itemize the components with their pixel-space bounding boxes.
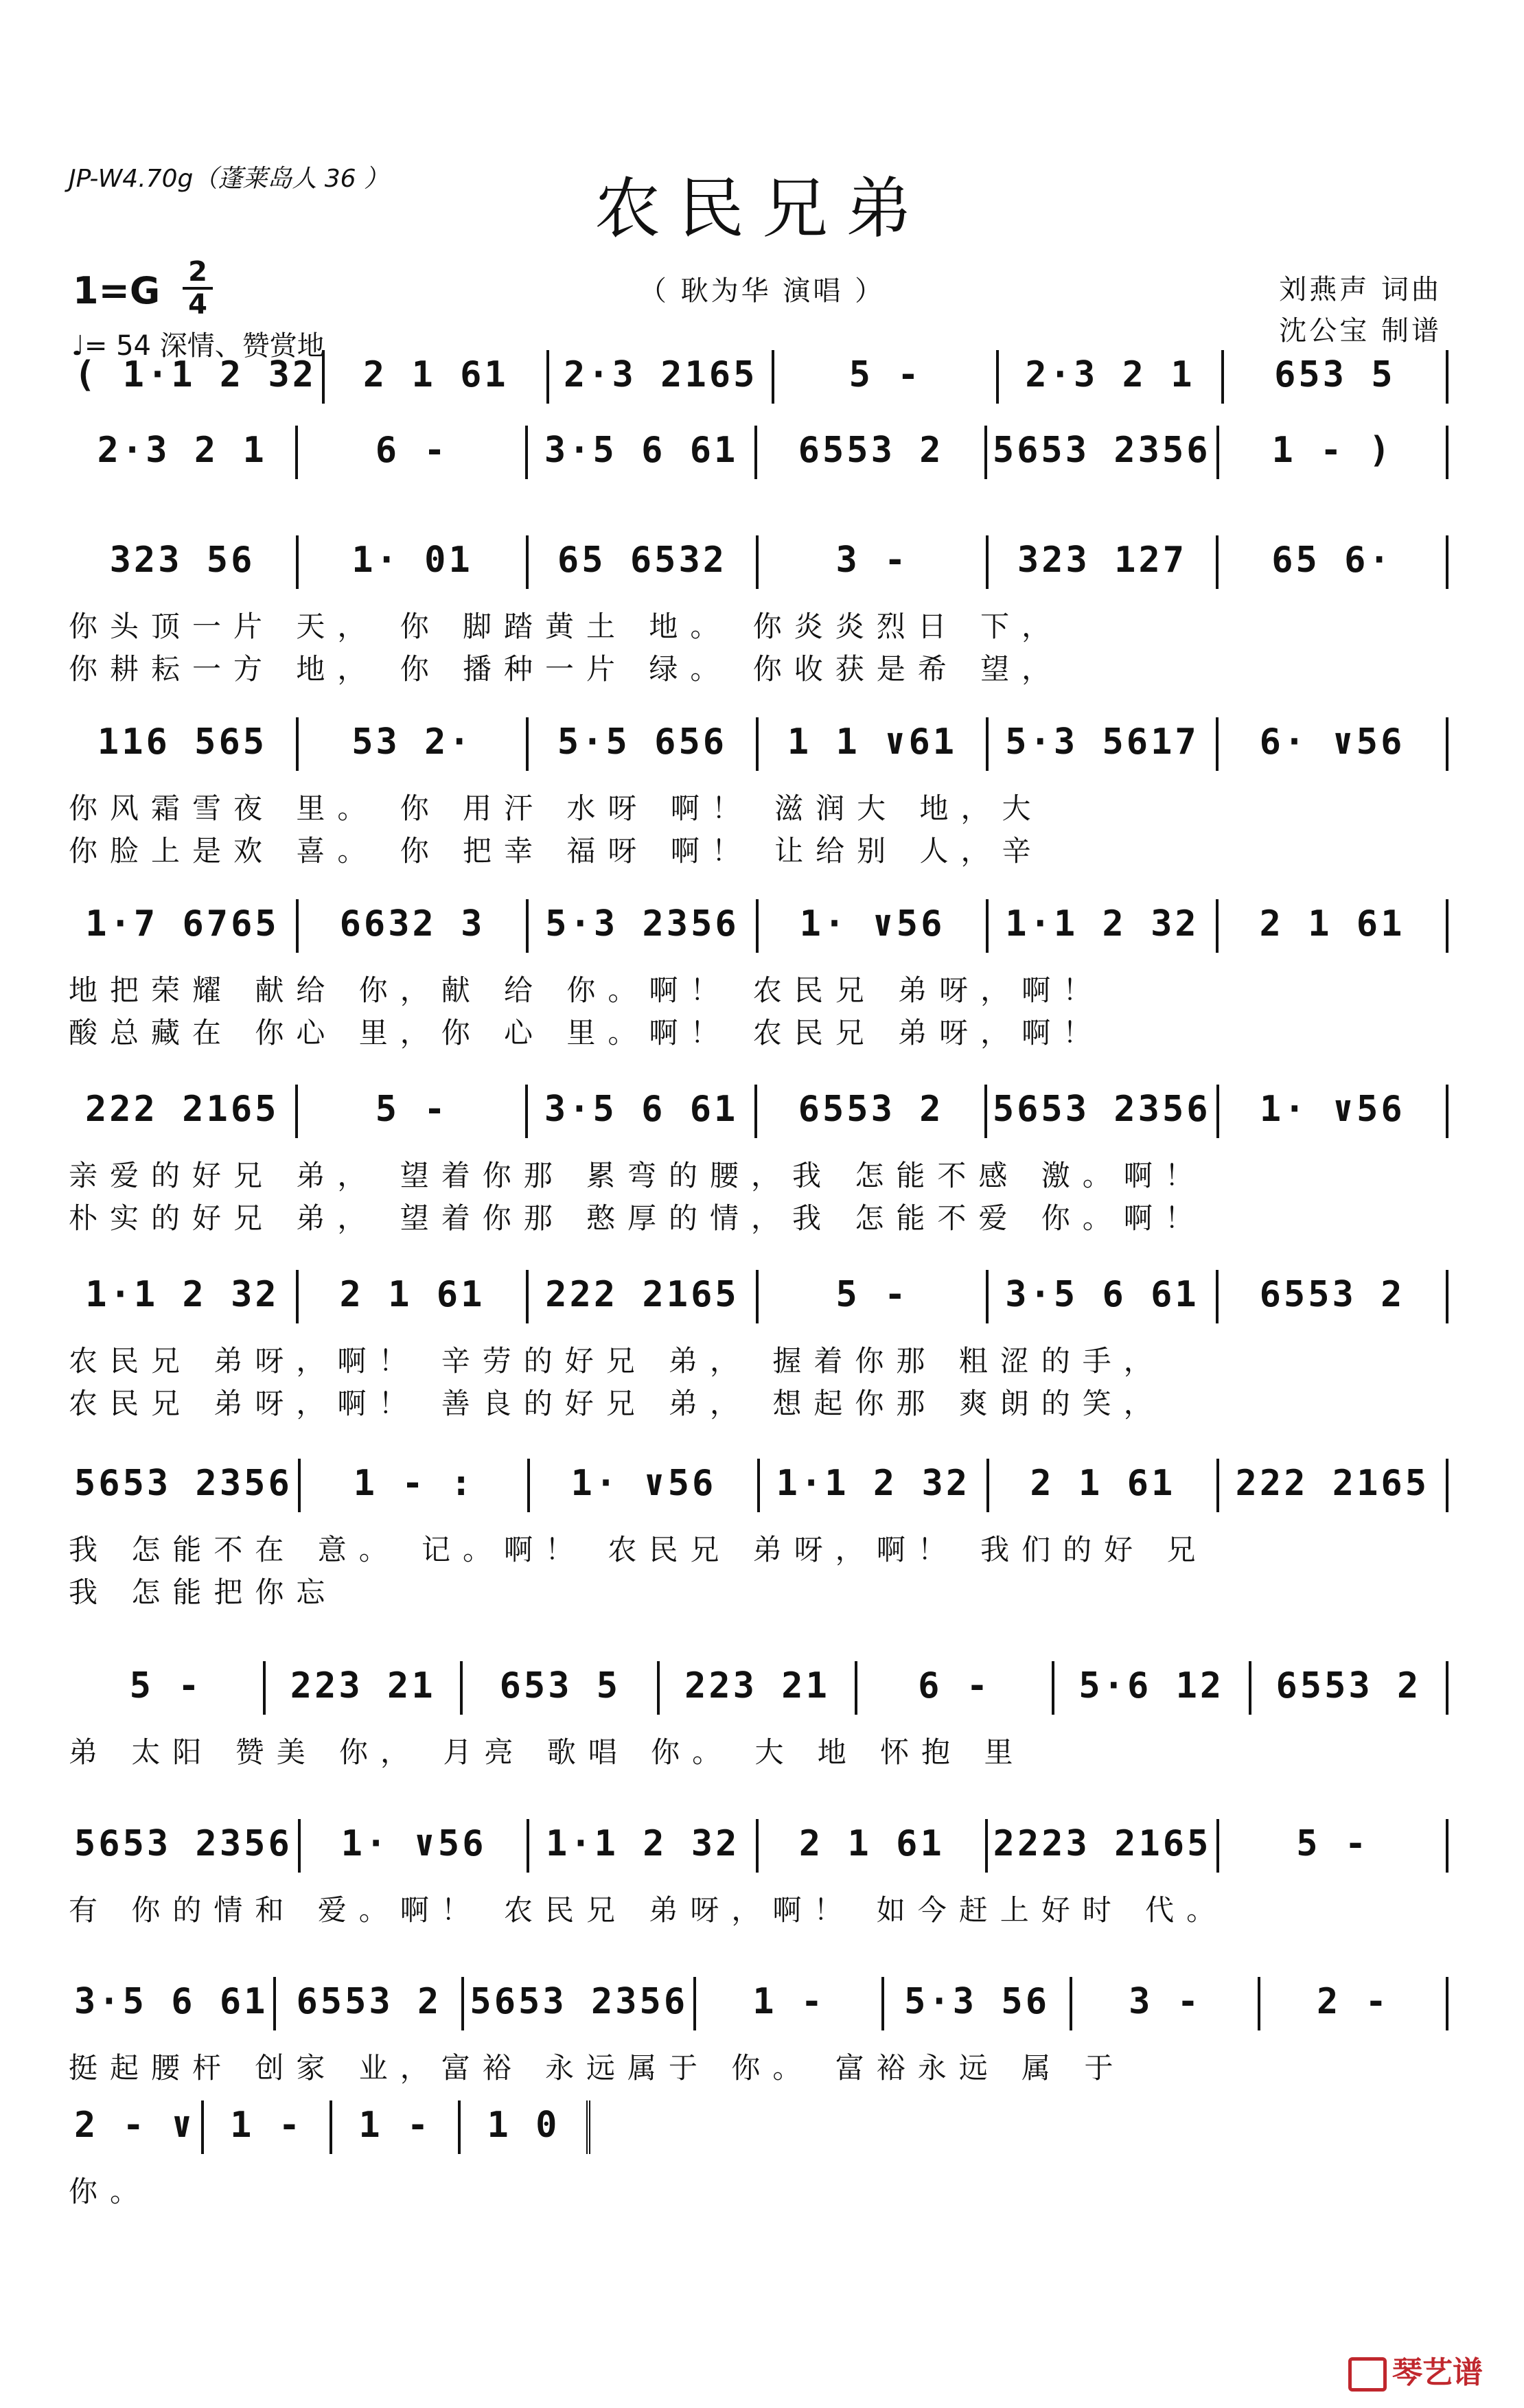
measure: 2 1 61 [299,1270,529,1323]
score-system [69,350,1448,404]
measure: 6553 2 [276,1977,464,2030]
measure: 5·6 12 [1054,1661,1251,1715]
measure: 5 - [759,1270,989,1323]
measure: 6· ∨56 [1219,717,1448,771]
measure: 2·3 2165 [549,350,774,404]
lyricist-credit: 刘燕声 词曲 [1279,274,1442,305]
score-system [69,1270,1448,1323]
measure: 1·1 2 32 [69,1270,299,1323]
lyric-line: 弟 太阳 赞美 你， 月亮 歌唱 你。 大 地 怀抱 里 [69,1735,1026,1769]
measure: 2 1 61 [759,1819,988,1873]
measure: 1· ∨56 [301,1819,530,1873]
lyric-line: 挺起腰杆 创家 业，富裕 永远属于 你。 富裕永远 属 于 [69,2051,1126,2085]
score-system [69,2100,590,2154]
logo-mark-icon [1348,2357,1387,2392]
score-system [69,1459,1448,1512]
measure: 3 - [1072,1977,1260,2030]
measure: 2 1 61 [989,1459,1219,1512]
score-system [69,1819,1448,1873]
measure: 222 2165 [1219,1459,1448,1512]
measure: 222 2165 [529,1270,759,1323]
measure: 6 - [298,426,527,479]
measure: 65 6· [1219,535,1448,589]
lyric-line: 我 怎能把你忘 [69,1575,338,1609]
lyric-line: 朴实的好兄 弟， 望着你那 憨厚的情，我 怎能不爱 你。啊！ [69,1201,1206,1235]
lyric-line: 农民兄 弟呀，啊！ 辛劳的好兄 弟， 握着你那 粗涩的手， [69,1344,1165,1378]
measure: 1 - [204,2100,332,2154]
time-signature-top: 2 [188,256,207,288]
score-system [69,1085,1448,1138]
measure: 1· 01 [299,535,529,589]
lyric-line: 亲爱的好兄 弟， 望着你那 累弯的腰，我 怎能不感 激。啊！ [69,1159,1206,1192]
measure: 6553 2 [757,1085,986,1138]
lyric-line: 你脸上是欢 喜。 你 把幸 福呀 啊！ 让给别 人，辛 [69,834,1043,868]
lyric-line: 你风霜雪夜 里。 你 用汗 水呀 啊！ 滋润大 地，大 [69,791,1043,825]
measure: 1· ∨56 [530,1459,759,1512]
measure: 223 21 [266,1661,463,1715]
measure: 3 - [759,535,989,589]
measure: 5·5 656 [529,717,759,771]
measure: 3·5 6 61 [528,1085,757,1138]
measure: ( 1·1 2 32 [69,350,325,404]
measure: 5653 2356 [987,426,1219,479]
score-code: JP-W4.70g（蓬莱岛人 36 ） [69,165,389,193]
arranger-credit: 沈公宝 制谱 [1279,315,1442,347]
measure: 6553 2 [1219,1270,1448,1323]
tempo-marking: ♩= 54 深情、赞赏地 [71,330,325,362]
lyric-line: 你耕耘一方 地， 你 播种一片 绿。 你收获是希 望， [69,652,1063,686]
lyric-line: 我 怎能不在 意。 记。啊！ 农民兄 弟呀，啊！ 我们的好 兄 [69,1533,1208,1566]
score-system [69,426,1448,479]
lyric-line: 有 你的情和 爱。啊！ 农民兄 弟呀，啊！ 如今赶上好时 代。 [69,1893,1228,1927]
measure: 2 1 61 [325,350,549,404]
score-system [69,1661,1448,1715]
measure: 6553 2 [1251,1661,1448,1715]
measure: 5 - [774,350,999,404]
measure: 2223 2165 [988,1819,1220,1873]
measure: 1 - : [301,1459,530,1512]
measure: 5653 2356 [987,1085,1219,1138]
measure: 116 565 [69,717,299,771]
measure: 223 21 [660,1661,857,1715]
site-logo [1348,2348,1483,2392]
measure: 1 0 [461,2100,590,2154]
measure: 3·5 6 61 [989,1270,1219,1323]
measure: 1· ∨56 [1219,1085,1448,1138]
measure: 3·5 6 61 [528,426,757,479]
measure: 1·1 2 32 [529,1819,759,1873]
key-signature: 1=G [73,269,161,312]
measure: 65 6532 [529,535,759,589]
measure: 323 56 [69,535,299,589]
score-system [69,1977,1448,2030]
lyric-line: 农民兄 弟呀，啊！ 善良的好兄 弟， 想起你那 爽朗的笑， [69,1387,1165,1420]
measure: 1·1 2 32 [760,1459,989,1512]
measure: 2 - ∨ [69,2100,204,2154]
singer-credit: （ 耿为华 演唱 ） [638,275,886,307]
measure: 5 - [69,1661,266,1715]
lyric-line: 酸总藏在 你心 里，你 心 里。啊！ 农民兄 弟呀，啊！ [69,1016,1105,1050]
measure: 653 5 [463,1661,660,1715]
measure: 1 1 ∨61 [759,717,989,771]
measure: 2 1 61 [1219,899,1448,953]
measure: 653 5 [1224,350,1448,404]
lyric-line: 你。 [69,2175,152,2208]
measure: 5·3 2356 [529,899,759,953]
lyric-line: 地把荣耀 献给 你，献 给 你。啊！ 农民兄 弟呀，啊！ [69,973,1105,1007]
measure: 1 - [332,2100,461,2154]
measure: 1 - ) [1219,426,1448,479]
measure: 3·5 6 61 [69,1977,276,2030]
time-signature-bottom: 4 [183,287,213,320]
measure: 5·3 56 [884,1977,1072,2030]
score-system [69,535,1448,589]
lyric-line: 你头顶一片 天， 你 脚踏黄土 地。 你炎炎烈日 下， [69,610,1063,643]
measure: 323 127 [989,535,1219,589]
measure: 5653 2356 [69,1819,301,1873]
measure: 1·7 6765 [69,899,299,953]
measure: 6632 3 [299,899,529,953]
measure: 5653 2356 [464,1977,696,2030]
measure: 6553 2 [757,426,986,479]
measure: 1· ∨56 [759,899,989,953]
measure: 2·3 2 1 [69,426,298,479]
measure: 1 - [696,1977,884,2030]
score-system [69,899,1448,953]
measure: 1·1 2 32 [989,899,1219,953]
logo-text: 琴艺谱 [1392,2355,1483,2390]
measure: 5·3 5617 [989,717,1219,771]
measure: 222 2165 [69,1085,298,1138]
measure: 6 - [857,1661,1054,1715]
measure: 2·3 2 1 [999,350,1223,404]
page-title: 农民兄弟 [594,170,930,247]
score-system [69,717,1448,771]
measure: 5 - [1219,1819,1448,1873]
measure: 2 - [1260,1977,1448,2030]
measure: 5653 2356 [69,1459,301,1512]
measure: 5 - [298,1085,527,1138]
measure: 53 2· [299,717,529,771]
